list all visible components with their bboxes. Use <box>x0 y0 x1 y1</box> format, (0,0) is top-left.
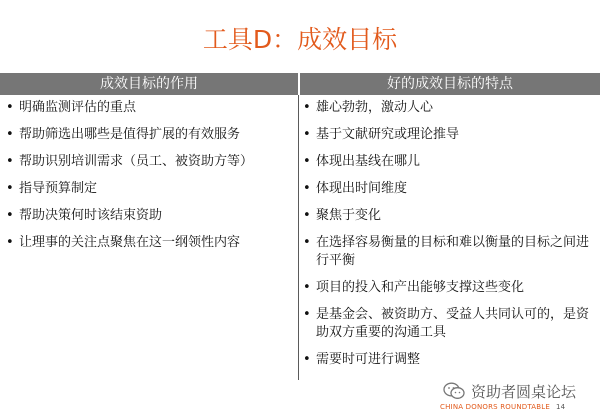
bullet-icon: • <box>303 235 311 250</box>
bullet-icon: • <box>6 127 14 142</box>
wechat-icon <box>443 382 465 400</box>
list-item <box>303 279 597 297</box>
list-item-text: 项目的投入和产出能够支撑这些变化 <box>316 280 525 295</box>
bullet-icon: • <box>303 100 311 115</box>
list-item <box>303 126 597 144</box>
bullet-icon: • <box>6 100 14 115</box>
bullet-icon: • <box>303 181 311 196</box>
list-item-text: 让理事的关注点聚焦在这一纲领性内容 <box>19 235 241 250</box>
list-item <box>303 207 597 225</box>
bullet-icon: • <box>303 127 311 142</box>
bullet-icon: • <box>303 352 311 367</box>
footer-org: CHINA DONORS ROUNDTABLE <box>440 403 551 411</box>
list-item <box>303 180 597 198</box>
list-item <box>303 306 597 342</box>
list-item <box>6 126 294 144</box>
list-item <box>303 234 597 270</box>
list-item-text: 聚焦于变化 <box>316 208 382 223</box>
list-item <box>303 351 597 369</box>
bullet-icon: • <box>303 208 311 223</box>
bullet-icon: • <box>6 235 14 250</box>
right-list <box>303 99 597 378</box>
list-item-text: 基于文献研究或理论推导 <box>316 127 460 142</box>
list-item-text: 指导预算制定 <box>19 181 98 196</box>
page-title: 工具D：成效目标 <box>202 25 398 54</box>
list-item-text: 雄心勃勃，激动人心 <box>316 100 434 115</box>
bullet-icon: • <box>6 154 14 169</box>
page-number: 14 <box>556 403 566 411</box>
list-item <box>303 99 597 117</box>
list-item-text: 体现出时间维度 <box>316 181 408 196</box>
bullet-icon: • <box>6 208 14 223</box>
list-item <box>6 234 294 252</box>
list-item-text: 帮助筛选出哪些是值得扩展的有效服务 <box>19 127 241 142</box>
list-item <box>6 99 294 117</box>
watermark-text: 资助者圆桌论坛 <box>471 382 577 401</box>
bullet-icon: • <box>303 154 311 169</box>
watermark <box>443 380 576 402</box>
list-item <box>6 207 294 225</box>
left-list <box>6 99 294 261</box>
bullet-icon: • <box>303 280 311 295</box>
list-item-text: 帮助识别培训需求（员工、被资助方等） <box>19 154 254 169</box>
list-item-text: 明确监测评估的重点 <box>19 100 137 115</box>
list-item-text: 是基金会、被资助方、受益人共同认可的，是资助双方重要的沟通工具 <box>316 307 590 340</box>
list-item-text: 在选择容易衡量的目标和难以衡量的目标之间进行平衡 <box>316 235 590 268</box>
list-item-text: 体现出基线在哪儿 <box>316 154 421 169</box>
footer <box>440 403 565 411</box>
right-column-header: 好的成效目标的特点 <box>387 76 513 92</box>
list-item <box>6 153 294 171</box>
list-item-text: 帮助决策何时该结束资助 <box>19 208 163 223</box>
bullet-icon: • <box>303 307 311 322</box>
bullet-icon: • <box>6 181 14 196</box>
list-item <box>6 180 294 198</box>
table-header <box>0 73 600 95</box>
left-column-header: 成效目标的作用 <box>100 76 198 92</box>
column-divider <box>298 95 299 380</box>
list-item-text: 需要时可进行调整 <box>316 352 421 367</box>
list-item <box>303 153 597 171</box>
